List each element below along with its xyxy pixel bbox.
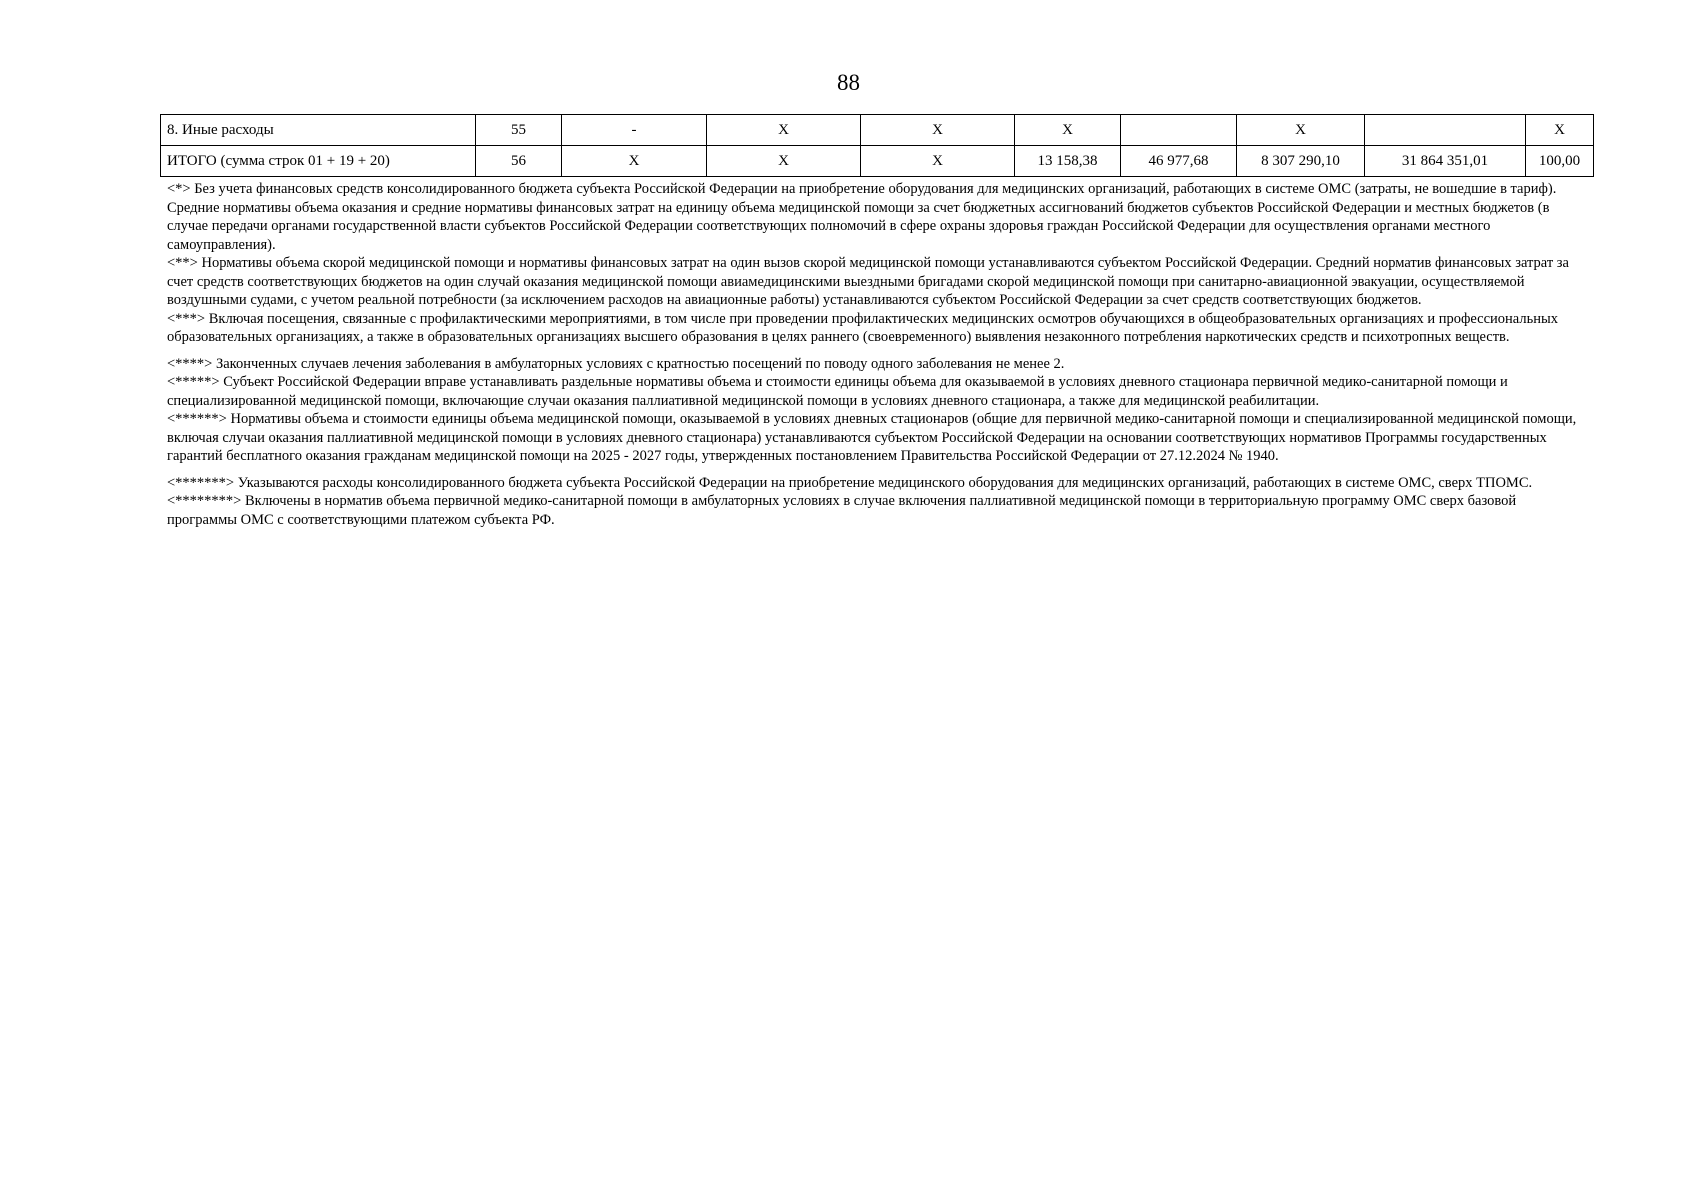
table-cell: X bbox=[861, 146, 1015, 177]
footnote-2: <**> Нормативы объема скорой медицинской помощи и нормативы финансовых затрат на один вызов скорой медицинской помощи устанавливаются субъектом Российской Федерации. Средний норматив финансовых затрат за счет средств соответствующих бюджетов на один случай оказания медицинской помощи авиамедицинскими выездными бригадами скорой медицинской помощи при санитарно-авиационной эвакуации, осуществляемой воздушными судами, с учетом реальной потребности (за исключением расходов на авиационные работы) устанавливаются субъектом Российской Федерации за счет средств соответствующих бюджетов. bbox=[167, 255, 1569, 308]
row-label-cell: 8. Иные расходы bbox=[161, 115, 476, 146]
footnotes bbox=[167, 180, 1587, 529]
data-table bbox=[160, 114, 1594, 177]
table-cell: X bbox=[1015, 115, 1121, 146]
table-cell: X bbox=[707, 146, 861, 177]
footnote-6: <******> Нормативы объема и стоимости единицы объема медицинской помощи, оказываемой в условиях дневных стационаров (общие для первичной медико-санитарной помощи и специализированной медицинской помощи, включая случаи оказания паллиативной медицинской помощи в условиях дневного стационара) устанавливаются субъектом Российской Федерации на основании соответствующих нормативов Программы государственных гарантий бесплатного оказания гражданам медицинской помощи на 2025 - 2027 годы, утвержденных постановлением Правительства Российской Федерации от 27.12.2024 № 1940. bbox=[167, 411, 1577, 464]
table-cell bbox=[1121, 115, 1237, 146]
table-cell: - bbox=[562, 115, 707, 146]
footnote-8: <********> Включены в норматив объема первичной медико-санитарной помощи в амбулаторных условиях в случае включения паллиативной медицинской помощи в территориальную программу ОМС сверх базовой программы ОМС с соответствующими платежом субъекта РФ. bbox=[167, 493, 1517, 528]
table-cell: 13 158,38 bbox=[1015, 146, 1121, 177]
footnote-3: <***> Включая посещения, связанные с профилактическими мероприятиями, в том числе при проведении профилактических медицинских осмотров обучающихся в общеобразовательных организациях и профессиональных образовательных организациях, а также в образовательных организациях высшего образования в целях раннего (своевременного) выявления незаконного потребления наркотических средств и психотропных веществ. bbox=[167, 310, 1558, 345]
row-code-cell: 56 bbox=[476, 146, 562, 177]
table-cell: X bbox=[1237, 115, 1365, 146]
table-cell: 100,00 bbox=[1526, 146, 1594, 177]
row-label-cell: ИТОГО (сумма строк 01 + 19 + 20) bbox=[161, 146, 476, 177]
table-cell: 8 307 290,10 bbox=[1237, 146, 1365, 177]
table-cell: X bbox=[707, 115, 861, 146]
footnote-7: <*******> Указываются расходы консолидированного бюджета субъекта Российской Федерации на приобретение медицинского оборудования для медицинских организаций, работающих в системе ОМС, сверх ТПОМС. bbox=[167, 474, 1533, 491]
footnote-5: <*****> Субъект Российской Федерации вправе устанавливать раздельные нормативы объема и стоимости единицы объема для оказываемой в условиях дневного стационара первичной медико-санитарной помощи и специализированной медицинской помощи, включающие случаи оказания паллиативной медицинской помощи в условиях дневного стационара, а также для медицинской реабилитации. bbox=[167, 374, 1508, 409]
table-row-other-expenses bbox=[161, 115, 1594, 146]
row-code-cell: 55 bbox=[476, 115, 562, 146]
table-cell: X bbox=[1526, 115, 1594, 146]
table-cell: 46 977,68 bbox=[1121, 146, 1237, 177]
table-cell: 31 864 351,01 bbox=[1365, 146, 1526, 177]
table-cell: X bbox=[562, 146, 707, 177]
table-row-total bbox=[161, 146, 1594, 177]
table-cell: X bbox=[861, 115, 1015, 146]
footnote-4: <****> Законченных случаев лечения заболевания в амбулаторных условиях с кратностью посещений по поводу одного заболевания не менее 2. bbox=[167, 355, 1065, 372]
footnote-1: <*> Без учета финансовых средств консолидированного бюджета субъекта Российской Федерации на приобретение оборудования для медицинских организаций, работающих в системе ОМС (затраты, не вошедшие в тариф). Средние нормативы объема оказания и средние нормативы финансовых затрат на единицу объема медицинской помощи за счет бюджетных ассигнований бюджетов субъектов Российской Федерации и местных бюджетов (в случае передачи органами государственной власти субъектов Российской Федерации соответствующих полномочий в сфере охраны здоровья граждан Российской Федерации для осуществления органами местного самоуправления). bbox=[167, 181, 1557, 253]
table-cell bbox=[1365, 115, 1526, 146]
page-number: 88 bbox=[837, 70, 860, 95]
